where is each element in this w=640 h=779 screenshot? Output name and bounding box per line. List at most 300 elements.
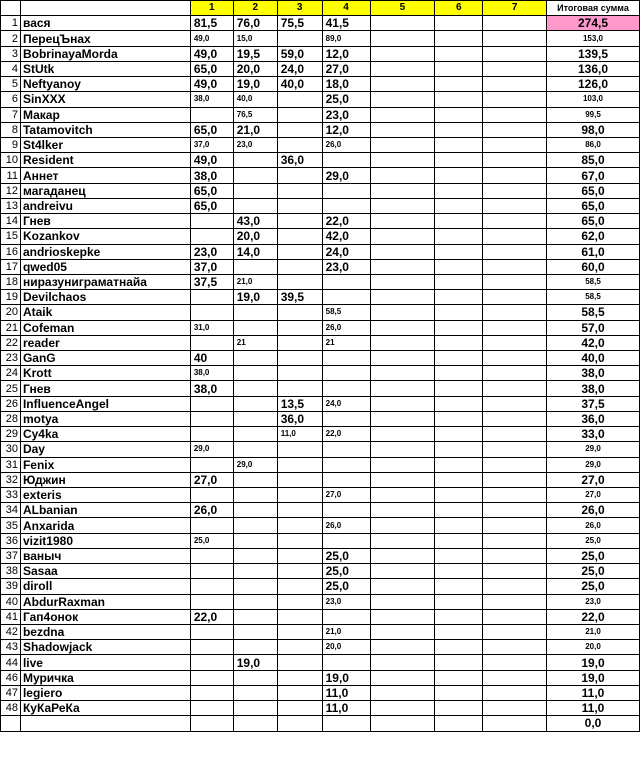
round-1-score[interactable]: [190, 396, 233, 411]
player-name[interactable]: [20, 716, 190, 731]
player-name[interactable]: КуКаРеКа: [20, 701, 190, 716]
round-3-score[interactable]: 36,0: [277, 411, 322, 426]
round-5-score[interactable]: [370, 609, 435, 624]
round-2-score[interactable]: 76,5: [233, 107, 277, 122]
round-6-score[interactable]: [435, 229, 483, 244]
round-3-score[interactable]: [277, 259, 322, 274]
round-6-score[interactable]: [435, 107, 483, 122]
player-name[interactable]: Ataik: [20, 305, 190, 320]
row-number[interactable]: 33: [1, 488, 21, 503]
player-name[interactable]: Devilchaos: [20, 290, 190, 305]
row-number[interactable]: 30: [1, 442, 21, 457]
row-number[interactable]: 41: [1, 609, 21, 624]
round-6-score[interactable]: [435, 655, 483, 670]
round-1-header[interactable]: 1: [190, 1, 233, 16]
player-name[interactable]: ПерецЪнах: [20, 31, 190, 46]
player-name[interactable]: Krott: [20, 366, 190, 381]
round-7-score[interactable]: [483, 92, 547, 107]
round-5-score[interactable]: [370, 548, 435, 563]
round-7-score[interactable]: [483, 31, 547, 46]
round-3-score[interactable]: [277, 137, 322, 152]
round-4-score[interactable]: 12,0: [322, 122, 370, 137]
round-3-score[interactable]: [277, 670, 322, 685]
player-name[interactable]: qwed05: [20, 259, 190, 274]
total-score[interactable]: 57,0: [547, 320, 640, 335]
player-name[interactable]: GanG: [20, 351, 190, 366]
total-score[interactable]: 65,0: [547, 183, 640, 198]
round-6-score[interactable]: [435, 579, 483, 594]
round-6-score[interactable]: [435, 396, 483, 411]
round-3-score[interactable]: [277, 335, 322, 350]
round-6-score[interactable]: [435, 548, 483, 563]
round-7-score[interactable]: [483, 259, 547, 274]
round-6-score[interactable]: [435, 381, 483, 396]
round-5-score[interactable]: [370, 153, 435, 168]
round-2-score[interactable]: [233, 411, 277, 426]
round-1-score[interactable]: 25,0: [190, 533, 233, 548]
player-name[interactable]: reader: [20, 335, 190, 350]
round-6-score[interactable]: [435, 533, 483, 548]
round-1-score[interactable]: [190, 214, 233, 229]
row-number[interactable]: 16: [1, 244, 21, 259]
round-5-score[interactable]: [370, 274, 435, 289]
round-2-score[interactable]: [233, 183, 277, 198]
player-name[interactable]: Гап4онок: [20, 609, 190, 624]
round-4-score[interactable]: [322, 442, 370, 457]
total-score[interactable]: 40,0: [547, 351, 640, 366]
round-7-score[interactable]: [483, 183, 547, 198]
round-3-score[interactable]: 24,0: [277, 61, 322, 76]
round-7-score[interactable]: [483, 61, 547, 76]
total-score[interactable]: 136,0: [547, 61, 640, 76]
row-number[interactable]: 12: [1, 183, 21, 198]
total-score[interactable]: 11,0: [547, 685, 640, 700]
round-6-score[interactable]: [435, 290, 483, 305]
round-5-score[interactable]: [370, 396, 435, 411]
player-name[interactable]: legiero: [20, 685, 190, 700]
player-name[interactable]: StUtk: [20, 61, 190, 76]
round-6-score[interactable]: [435, 411, 483, 426]
round-4-score[interactable]: 41,5: [322, 16, 370, 31]
round-2-score[interactable]: [233, 366, 277, 381]
total-score[interactable]: 25,0: [547, 548, 640, 563]
round-2-score[interactable]: [233, 427, 277, 442]
round-1-score[interactable]: 26,0: [190, 503, 233, 518]
row-number[interactable]: 26: [1, 396, 21, 411]
row-number[interactable]: 19: [1, 290, 21, 305]
total-score[interactable]: 61,0: [547, 244, 640, 259]
round-7-header[interactable]: 7: [483, 1, 547, 16]
total-score[interactable]: 153,0: [547, 31, 640, 46]
round-6-score[interactable]: [435, 472, 483, 487]
round-1-score[interactable]: [190, 594, 233, 609]
round-7-score[interactable]: [483, 533, 547, 548]
round-7-score[interactable]: [483, 579, 547, 594]
row-number[interactable]: 15: [1, 229, 21, 244]
round-2-score[interactable]: [233, 518, 277, 533]
row-number[interactable]: 38: [1, 564, 21, 579]
round-3-score[interactable]: [277, 640, 322, 655]
total-score[interactable]: 139,5: [547, 46, 640, 61]
round-2-score[interactable]: [233, 442, 277, 457]
round-7-score[interactable]: [483, 16, 547, 31]
total-header[interactable]: Итоговая сумма: [547, 1, 640, 16]
round-7-score[interactable]: [483, 396, 547, 411]
row-number[interactable]: 40: [1, 594, 21, 609]
round-7-score[interactable]: [483, 229, 547, 244]
header-name-blank[interactable]: [20, 1, 190, 16]
player-name[interactable]: andreivu: [20, 198, 190, 213]
total-score[interactable]: 58,5: [547, 290, 640, 305]
round-7-score[interactable]: [483, 153, 547, 168]
round-4-header[interactable]: 4: [322, 1, 370, 16]
round-7-score[interactable]: [483, 214, 547, 229]
round-6-score[interactable]: [435, 624, 483, 639]
round-5-score[interactable]: [370, 61, 435, 76]
total-score[interactable]: 274,5: [547, 16, 640, 31]
player-name[interactable]: andrioskepke: [20, 244, 190, 259]
round-1-score[interactable]: [190, 488, 233, 503]
round-5-score[interactable]: [370, 564, 435, 579]
round-1-score[interactable]: [190, 564, 233, 579]
round-5-score[interactable]: [370, 351, 435, 366]
round-2-score[interactable]: [233, 533, 277, 548]
row-number[interactable]: 14: [1, 214, 21, 229]
row-number[interactable]: 13: [1, 198, 21, 213]
round-7-score[interactable]: [483, 503, 547, 518]
round-3-score[interactable]: [277, 381, 322, 396]
round-3-score[interactable]: [277, 214, 322, 229]
total-score[interactable]: 21,0: [547, 624, 640, 639]
total-score[interactable]: 36,0: [547, 411, 640, 426]
player-name[interactable]: Resident: [20, 153, 190, 168]
round-5-score[interactable]: [370, 533, 435, 548]
round-7-score[interactable]: [483, 442, 547, 457]
round-3-score[interactable]: [277, 274, 322, 289]
round-6-score[interactable]: [435, 92, 483, 107]
row-number[interactable]: 9: [1, 137, 21, 152]
round-5-score[interactable]: [370, 320, 435, 335]
round-6-score[interactable]: [435, 640, 483, 655]
total-score[interactable]: 60,0: [547, 259, 640, 274]
round-7-score[interactable]: [483, 107, 547, 122]
round-4-score[interactable]: 27,0: [322, 488, 370, 503]
round-4-score[interactable]: 12,0: [322, 46, 370, 61]
total-score[interactable]: 20,0: [547, 640, 640, 655]
round-1-score[interactable]: [190, 655, 233, 670]
round-1-score[interactable]: [190, 305, 233, 320]
round-5-score[interactable]: [370, 46, 435, 61]
round-3-score[interactable]: [277, 320, 322, 335]
round-4-score[interactable]: 58,5: [322, 305, 370, 320]
round-6-score[interactable]: [435, 168, 483, 183]
round-4-score[interactable]: 19,0: [322, 670, 370, 685]
round-5-score[interactable]: [370, 594, 435, 609]
round-7-score[interactable]: [483, 290, 547, 305]
round-2-score[interactable]: [233, 320, 277, 335]
row-number[interactable]: 36: [1, 533, 21, 548]
round-5-score[interactable]: [370, 655, 435, 670]
player-name[interactable]: exteris: [20, 488, 190, 503]
round-6-score[interactable]: [435, 16, 483, 31]
round-3-score[interactable]: 39,5: [277, 290, 322, 305]
round-2-score[interactable]: [233, 579, 277, 594]
round-2-score[interactable]: 19,0: [233, 290, 277, 305]
round-6-score[interactable]: [435, 320, 483, 335]
round-6-score[interactable]: [435, 259, 483, 274]
round-3-score[interactable]: [277, 594, 322, 609]
player-name[interactable]: live: [20, 655, 190, 670]
round-2-score[interactable]: 19,0: [233, 77, 277, 92]
round-3-score[interactable]: [277, 624, 322, 639]
round-4-score[interactable]: 25,0: [322, 579, 370, 594]
row-number[interactable]: 37: [1, 548, 21, 563]
total-score[interactable]: 67,0: [547, 168, 640, 183]
round-1-score[interactable]: 38,0: [190, 381, 233, 396]
round-2-score[interactable]: 23,0: [233, 137, 277, 152]
row-number[interactable]: 47: [1, 685, 21, 700]
round-3-score[interactable]: [277, 472, 322, 487]
round-5-score[interactable]: [370, 624, 435, 639]
total-score[interactable]: 26,0: [547, 503, 640, 518]
player-name[interactable]: Sasaa: [20, 564, 190, 579]
total-score[interactable]: 29,0: [547, 457, 640, 472]
round-3-score[interactable]: [277, 701, 322, 716]
round-6-score[interactable]: [435, 685, 483, 700]
round-2-score[interactable]: 20,0: [233, 61, 277, 76]
player-name[interactable]: Kozankov: [20, 229, 190, 244]
round-1-score[interactable]: [190, 640, 233, 655]
total-score[interactable]: 58,5: [547, 274, 640, 289]
round-7-score[interactable]: [483, 472, 547, 487]
round-2-score[interactable]: 19,0: [233, 655, 277, 670]
player-name[interactable]: вася: [20, 16, 190, 31]
round-3-score[interactable]: [277, 685, 322, 700]
round-3-score[interactable]: [277, 92, 322, 107]
round-3-score[interactable]: [277, 442, 322, 457]
round-3-score[interactable]: [277, 609, 322, 624]
round-7-score[interactable]: [483, 335, 547, 350]
round-3-score[interactable]: [277, 533, 322, 548]
round-6-score[interactable]: [435, 366, 483, 381]
round-7-score[interactable]: [483, 594, 547, 609]
round-6-score[interactable]: [435, 670, 483, 685]
round-4-score[interactable]: [322, 366, 370, 381]
round-3-score[interactable]: [277, 488, 322, 503]
round-3-score[interactable]: [277, 168, 322, 183]
round-4-score[interactable]: [322, 503, 370, 518]
player-name[interactable]: Макар: [20, 107, 190, 122]
round-3-score[interactable]: [277, 548, 322, 563]
round-6-score[interactable]: [435, 351, 483, 366]
round-1-score[interactable]: [190, 107, 233, 122]
round-7-score[interactable]: [483, 198, 547, 213]
row-number[interactable]: 21: [1, 320, 21, 335]
round-1-score[interactable]: 65,0: [190, 122, 233, 137]
round-7-score[interactable]: [483, 122, 547, 137]
round-2-score[interactable]: [233, 472, 277, 487]
round-1-score[interactable]: [190, 290, 233, 305]
round-7-score[interactable]: [483, 274, 547, 289]
round-2-score[interactable]: 14,0: [233, 244, 277, 259]
round-4-score[interactable]: 29,0: [322, 168, 370, 183]
round-4-score[interactable]: [322, 153, 370, 168]
round-1-score[interactable]: 23,0: [190, 244, 233, 259]
round-3-score[interactable]: [277, 518, 322, 533]
round-4-score[interactable]: [322, 472, 370, 487]
round-2-header[interactable]: 2: [233, 1, 277, 16]
round-5-score[interactable]: [370, 716, 435, 731]
round-3-score[interactable]: [277, 457, 322, 472]
round-1-score[interactable]: [190, 518, 233, 533]
round-4-score[interactable]: [322, 609, 370, 624]
round-3-score[interactable]: [277, 716, 322, 731]
round-5-score[interactable]: [370, 457, 435, 472]
round-7-score[interactable]: [483, 168, 547, 183]
round-3-score[interactable]: [277, 564, 322, 579]
row-number[interactable]: [1, 716, 21, 731]
round-1-score[interactable]: [190, 229, 233, 244]
row-number[interactable]: 24: [1, 366, 21, 381]
round-6-score[interactable]: [435, 244, 483, 259]
round-6-score[interactable]: [435, 61, 483, 76]
round-2-score[interactable]: [233, 640, 277, 655]
round-5-score[interactable]: [370, 198, 435, 213]
total-score[interactable]: 22,0: [547, 609, 640, 624]
total-score[interactable]: 25,0: [547, 564, 640, 579]
round-7-score[interactable]: [483, 640, 547, 655]
row-number[interactable]: 10: [1, 153, 21, 168]
round-3-score[interactable]: [277, 351, 322, 366]
round-6-score[interactable]: [435, 153, 483, 168]
player-name[interactable]: магаданец: [20, 183, 190, 198]
round-6-score[interactable]: [435, 122, 483, 137]
player-name[interactable]: AbdurRaxman: [20, 594, 190, 609]
round-5-score[interactable]: [370, 670, 435, 685]
row-number[interactable]: 35: [1, 518, 21, 533]
round-4-score[interactable]: [322, 655, 370, 670]
round-1-score[interactable]: 65,0: [190, 183, 233, 198]
round-4-score[interactable]: 21: [322, 335, 370, 350]
row-number[interactable]: 5: [1, 77, 21, 92]
total-score[interactable]: 27,0: [547, 472, 640, 487]
row-number[interactable]: 3: [1, 46, 21, 61]
round-6-score[interactable]: [435, 564, 483, 579]
row-number[interactable]: 6: [1, 92, 21, 107]
header-corner[interactable]: [1, 1, 21, 16]
round-2-score[interactable]: [233, 259, 277, 274]
total-score[interactable]: 99,5: [547, 107, 640, 122]
round-2-score[interactable]: [233, 198, 277, 213]
round-1-score[interactable]: 37,0: [190, 137, 233, 152]
round-2-score[interactable]: [233, 564, 277, 579]
total-score[interactable]: 25,0: [547, 579, 640, 594]
round-7-score[interactable]: [483, 366, 547, 381]
total-score[interactable]: 0,0: [547, 716, 640, 731]
row-number[interactable]: 44: [1, 655, 21, 670]
round-4-score[interactable]: [322, 274, 370, 289]
player-name[interactable]: ниразуниграматнайа: [20, 274, 190, 289]
round-5-score[interactable]: [370, 244, 435, 259]
round-7-score[interactable]: [483, 381, 547, 396]
round-3-score[interactable]: 13,5: [277, 396, 322, 411]
player-name[interactable]: Юджин: [20, 472, 190, 487]
round-4-score[interactable]: 21,0: [322, 624, 370, 639]
row-number[interactable]: 29: [1, 427, 21, 442]
round-1-score[interactable]: 49,0: [190, 153, 233, 168]
round-1-score[interactable]: [190, 548, 233, 563]
player-name[interactable]: ваныч: [20, 548, 190, 563]
round-2-score[interactable]: 15,0: [233, 31, 277, 46]
round-1-score[interactable]: 37,0: [190, 259, 233, 274]
row-number[interactable]: 8: [1, 122, 21, 137]
round-6-score[interactable]: [435, 183, 483, 198]
row-number[interactable]: 20: [1, 305, 21, 320]
round-6-score[interactable]: [435, 503, 483, 518]
total-score[interactable]: 25,0: [547, 533, 640, 548]
round-7-score[interactable]: [483, 716, 547, 731]
total-score[interactable]: 98,0: [547, 122, 640, 137]
round-4-score[interactable]: [322, 411, 370, 426]
total-score[interactable]: 27,0: [547, 488, 640, 503]
round-4-score[interactable]: 25,0: [322, 548, 370, 563]
player-name[interactable]: InfluenceAngel: [20, 396, 190, 411]
round-1-score[interactable]: 38,0: [190, 168, 233, 183]
round-7-score[interactable]: [483, 548, 547, 563]
total-score[interactable]: 85,0: [547, 153, 640, 168]
total-score[interactable]: 38,0: [547, 366, 640, 381]
total-score[interactable]: 38,0: [547, 381, 640, 396]
round-7-score[interactable]: [483, 564, 547, 579]
round-2-score[interactable]: 21,0: [233, 274, 277, 289]
round-4-score[interactable]: [322, 183, 370, 198]
round-1-score[interactable]: 49,0: [190, 31, 233, 46]
round-5-score[interactable]: [370, 640, 435, 655]
round-7-score[interactable]: [483, 137, 547, 152]
round-4-score[interactable]: 23,0: [322, 259, 370, 274]
round-4-score[interactable]: 89,0: [322, 31, 370, 46]
round-7-score[interactable]: [483, 457, 547, 472]
round-7-score[interactable]: [483, 46, 547, 61]
round-5-score[interactable]: [370, 214, 435, 229]
row-number[interactable]: 22: [1, 335, 21, 350]
round-6-score[interactable]: [435, 31, 483, 46]
round-1-score[interactable]: [190, 335, 233, 350]
round-2-score[interactable]: [233, 685, 277, 700]
round-7-score[interactable]: [483, 685, 547, 700]
round-3-score[interactable]: [277, 122, 322, 137]
round-6-score[interactable]: [435, 701, 483, 716]
round-4-score[interactable]: 22,0: [322, 427, 370, 442]
round-1-score[interactable]: [190, 457, 233, 472]
round-4-score[interactable]: 20,0: [322, 640, 370, 655]
row-number[interactable]: 7: [1, 107, 21, 122]
round-2-score[interactable]: 40,0: [233, 92, 277, 107]
round-7-score[interactable]: [483, 305, 547, 320]
total-score[interactable]: 23,0: [547, 594, 640, 609]
round-3-score[interactable]: 59,0: [277, 46, 322, 61]
total-score[interactable]: 103,0: [547, 92, 640, 107]
round-3-score[interactable]: [277, 107, 322, 122]
round-5-score[interactable]: [370, 579, 435, 594]
round-2-score[interactable]: [233, 305, 277, 320]
round-5-header[interactable]: 5: [370, 1, 435, 16]
round-4-score[interactable]: 24,0: [322, 396, 370, 411]
round-5-score[interactable]: [370, 488, 435, 503]
player-name[interactable]: Cofeman: [20, 320, 190, 335]
round-5-score[interactable]: [370, 16, 435, 31]
player-name[interactable]: St4lker: [20, 137, 190, 152]
